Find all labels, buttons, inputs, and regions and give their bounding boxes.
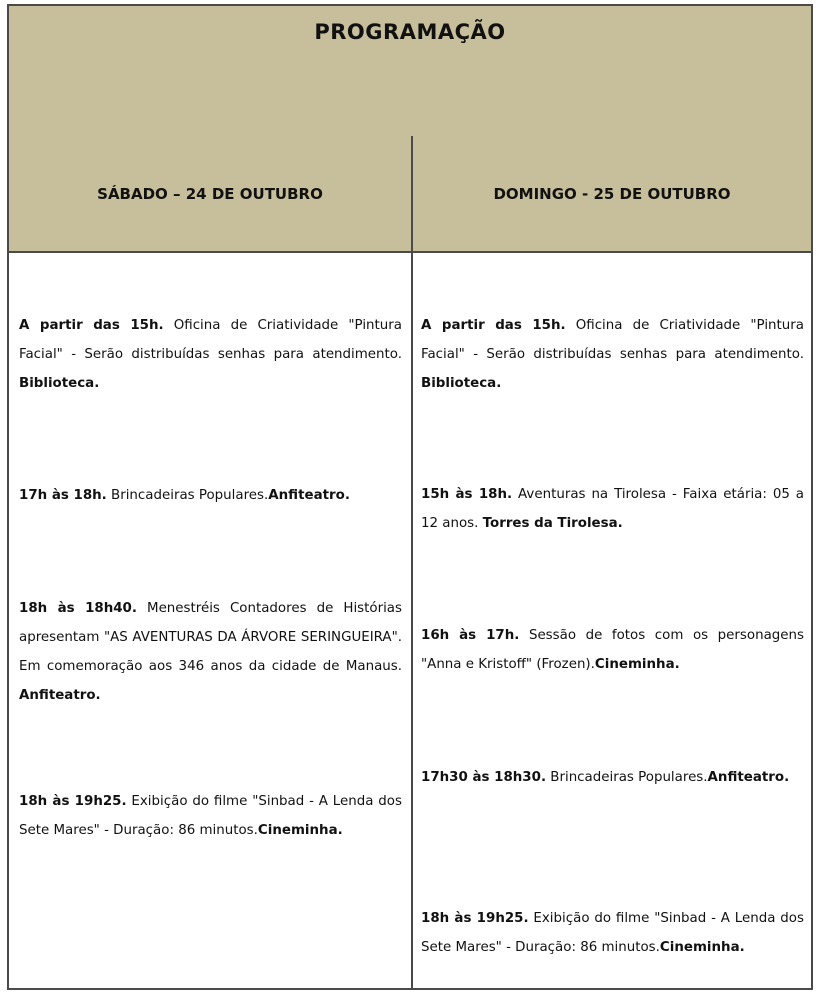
event-description: Brincadeiras Populares.: [546, 770, 708, 785]
event-description: Aventuras na Tirolesa - Faixa etária: 05 a 12 anos.: [421, 487, 805, 531]
event-description: Brincadeiras Populares.: [106, 488, 269, 503]
event-description: Oficina de Criatividade "Pintura Facial" - Serão distribuídas senhas para atendimento.: [421, 318, 804, 362]
table-header: [9, 6, 811, 138]
event-location: Anfiteatro.: [707, 770, 790, 785]
event-description: Menestréis Contadores de Histórias apresentam "AS AVENTURAS DA ÁRVORE SERINGUEIRA". Em comemoração aos 346 anos da cidade de Manaus.: [19, 601, 402, 674]
event-location: Torres da Tirolesa.: [482, 516, 623, 531]
event-description: Sessão de fotos com os personagens "Anna e Kristoff" (Frozen).: [421, 628, 804, 672]
event-time: 17h30 às 18h30: [421, 770, 541, 785]
saturday-event: 18h às 18h40. Menestréis Contadores de Histórias apresentam "AS AVENTURAS DA ÁRVORE SERINGUEIRA". Em comemoração aos 346 anos da cidade de Manaus. Anfiteatro.: [19, 601, 402, 703]
event-location: Cineminha.: [257, 823, 343, 838]
programacao-table: [7, 4, 813, 990]
saturday-event: 17h às 18h. Brincadeiras Populares.Anfiteatro.: [19, 488, 350, 503]
saturday-header: SÁBADO – 24 DE OUTUBRO: [9, 136, 411, 253]
event-description: Exibição do filme "Sinbad - A Lenda dos Sete Mares" - Duração: 86 minutos.: [19, 794, 402, 838]
sunday-event: 17h30 às 18h30. Brincadeiras Populares.Anfiteatro.: [421, 770, 790, 785]
saturday-event: 18h às 19h25. Exibição do filme "Sinbad - A Lenda dos Sete Mares" - Duração: 86 minutos.Cineminha.: [19, 794, 402, 838]
event-time: 18h às 19h25: [19, 794, 122, 809]
event-location: Anfiteatro.: [19, 688, 101, 703]
sunday-event: 16h às 17h. Sessão de fotos com os personagens "Anna e Kristoff" (Frozen).Cineminha.: [421, 628, 804, 672]
page-title: PROGRAMAÇÃO: [314, 20, 506, 44]
event-location: Anfiteatro.: [268, 488, 350, 503]
sunday-event: 18h às 19h25. Exibição do filme "Sinbad - A Lenda dos Sete Mares" - Duração: 86 minutos.Cineminha.: [421, 911, 804, 955]
sunday-header: DOMINGO - 25 DE OUTUBRO: [413, 136, 811, 253]
sunday-event: 15h às 18h. Aventuras na Tirolesa - Faixa etária: 05 a 12 anos. Torres da Tirolesa.: [421, 487, 805, 531]
column-divider: [411, 136, 413, 988]
event-location: Cineminha.: [594, 657, 680, 672]
event-description: Exibição do filme "Sinbad - A Lenda dos Sete Mares" - Duração: 86 minutos.: [421, 911, 804, 955]
event-location: Biblioteca.: [421, 376, 502, 391]
event-time: A partir das 15h: [19, 318, 159, 333]
event-location: Cineminha.: [659, 940, 745, 955]
saturday-event: A partir das 15h. Oficina de Criatividade "Pintura Facial" - Serão distribuídas senhas para atendimento. Biblioteca.: [19, 318, 402, 391]
sunday-event: A partir das 15h. Oficina de Criatividade "Pintura Facial" - Serão distribuídas senhas para atendimento. Biblioteca.: [421, 318, 804, 391]
event-time: 16h às 17h: [421, 628, 515, 643]
event-time: 15h às 18h: [421, 487, 508, 502]
event-time: A partir das 15h: [421, 318, 561, 333]
event-description: Oficina de Criatividade "Pintura Facial" - Serão distribuídas senhas para atendimento.: [19, 318, 402, 362]
event-location: Biblioteca.: [19, 376, 100, 391]
event-time: 18h às 18h40: [19, 601, 132, 616]
event-time: 18h às 19h25: [421, 911, 524, 926]
event-time: 17h às 18h: [19, 488, 102, 503]
